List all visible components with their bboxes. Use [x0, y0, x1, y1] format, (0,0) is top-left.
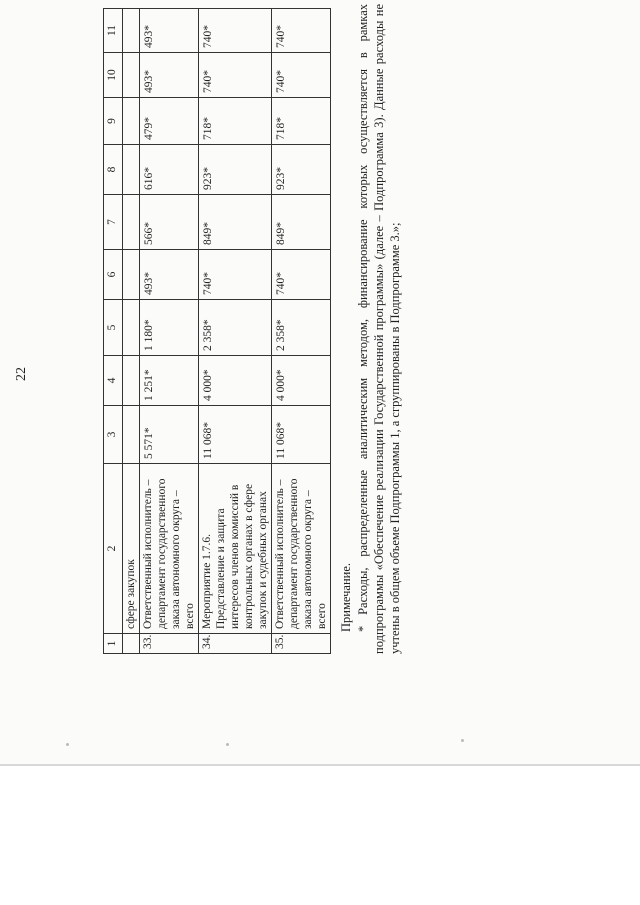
cell-value: 740*: [272, 250, 331, 300]
cell-value: 5 571*: [140, 406, 199, 464]
rotated-page-content: [6, 0, 626, 754]
footnote: [338, 4, 403, 654]
row-name: Ответственный исполнитель – департамент государственного заказа автономного округа – всего: [140, 464, 199, 634]
table-row: [140, 9, 199, 654]
row-name: сфере закупок: [123, 464, 140, 634]
table-row: [199, 9, 272, 654]
cell-value: 740*: [272, 53, 331, 98]
scan-speck: [66, 743, 69, 746]
column-header: 8: [104, 145, 123, 195]
cell-value: 566*: [140, 195, 199, 250]
table-header-row: [104, 9, 123, 654]
cell-value: 11 068*: [272, 406, 331, 464]
cell-value: 4 000*: [272, 356, 331, 406]
column-header: 4: [104, 356, 123, 406]
cell-value: 718*: [272, 98, 331, 145]
cell-value: 493*: [140, 53, 199, 98]
cell-value: 2 358*: [199, 300, 272, 356]
column-header: 1: [104, 634, 123, 654]
cell-value: 740*: [199, 250, 272, 300]
cell-value: 740*: [199, 9, 272, 53]
cell-value: 740*: [272, 9, 331, 53]
cell-value: 923*: [272, 145, 331, 195]
table-row: [272, 9, 331, 654]
footnote-text: * Расходы, распределенные аналитическим методом, финансирование которых осуществляется в рамках подпрограммы «Обеспечение реализации Государственной программы» (далее – Подпрограмма 3). Данные расходы не учтены в общем объеме Подпрограммы 1, а сгруппированы в Подпрограмме 3.»;: [356, 4, 402, 654]
row-number: 34.: [199, 634, 272, 654]
cell-value: 479*: [140, 98, 199, 145]
cell-value: 493*: [140, 250, 199, 300]
column-header: 10: [104, 53, 123, 98]
cell-value: 923*: [199, 145, 272, 195]
cell-value: 849*: [199, 195, 272, 250]
cell-value: 740*: [199, 53, 272, 98]
column-header: 5: [104, 300, 123, 356]
budget-table: [103, 8, 331, 654]
row-name: Мероприятие 1.7.6. Представление и защита интересов членов комиссий в контрольных органах в сфере закупок и судебных органах: [199, 464, 272, 634]
scan-edge: [0, 764, 640, 766]
column-header: 6: [104, 250, 123, 300]
scan-speck: [226, 743, 229, 746]
cell-value: 718*: [199, 98, 272, 145]
row-number: 33.: [140, 634, 199, 654]
footnote-title: Примечание.: [339, 562, 353, 632]
column-header: 7: [104, 195, 123, 250]
column-header: 9: [104, 98, 123, 145]
cell-value: 616*: [140, 145, 199, 195]
page-number: 22: [14, 367, 29, 381]
cell-value: 849*: [272, 195, 331, 250]
cell-value: 11 068*: [199, 406, 272, 464]
cell-value: 4 000*: [199, 356, 272, 406]
column-header: 2: [104, 464, 123, 634]
table-row-continuation: [123, 9, 140, 654]
cell-value: 1 180*: [140, 300, 199, 356]
row-name: Ответственный исполнитель – департамент государственного заказа автономного округа – всего: [272, 464, 331, 634]
cell-value: 1 251*: [140, 356, 199, 406]
column-header: 3: [104, 406, 123, 464]
cell-value: 2 358*: [272, 300, 331, 356]
scan-speck: [461, 739, 464, 742]
cell-value: 493*: [140, 9, 199, 53]
row-number: 35.: [272, 634, 331, 654]
column-header: 11: [104, 9, 123, 53]
